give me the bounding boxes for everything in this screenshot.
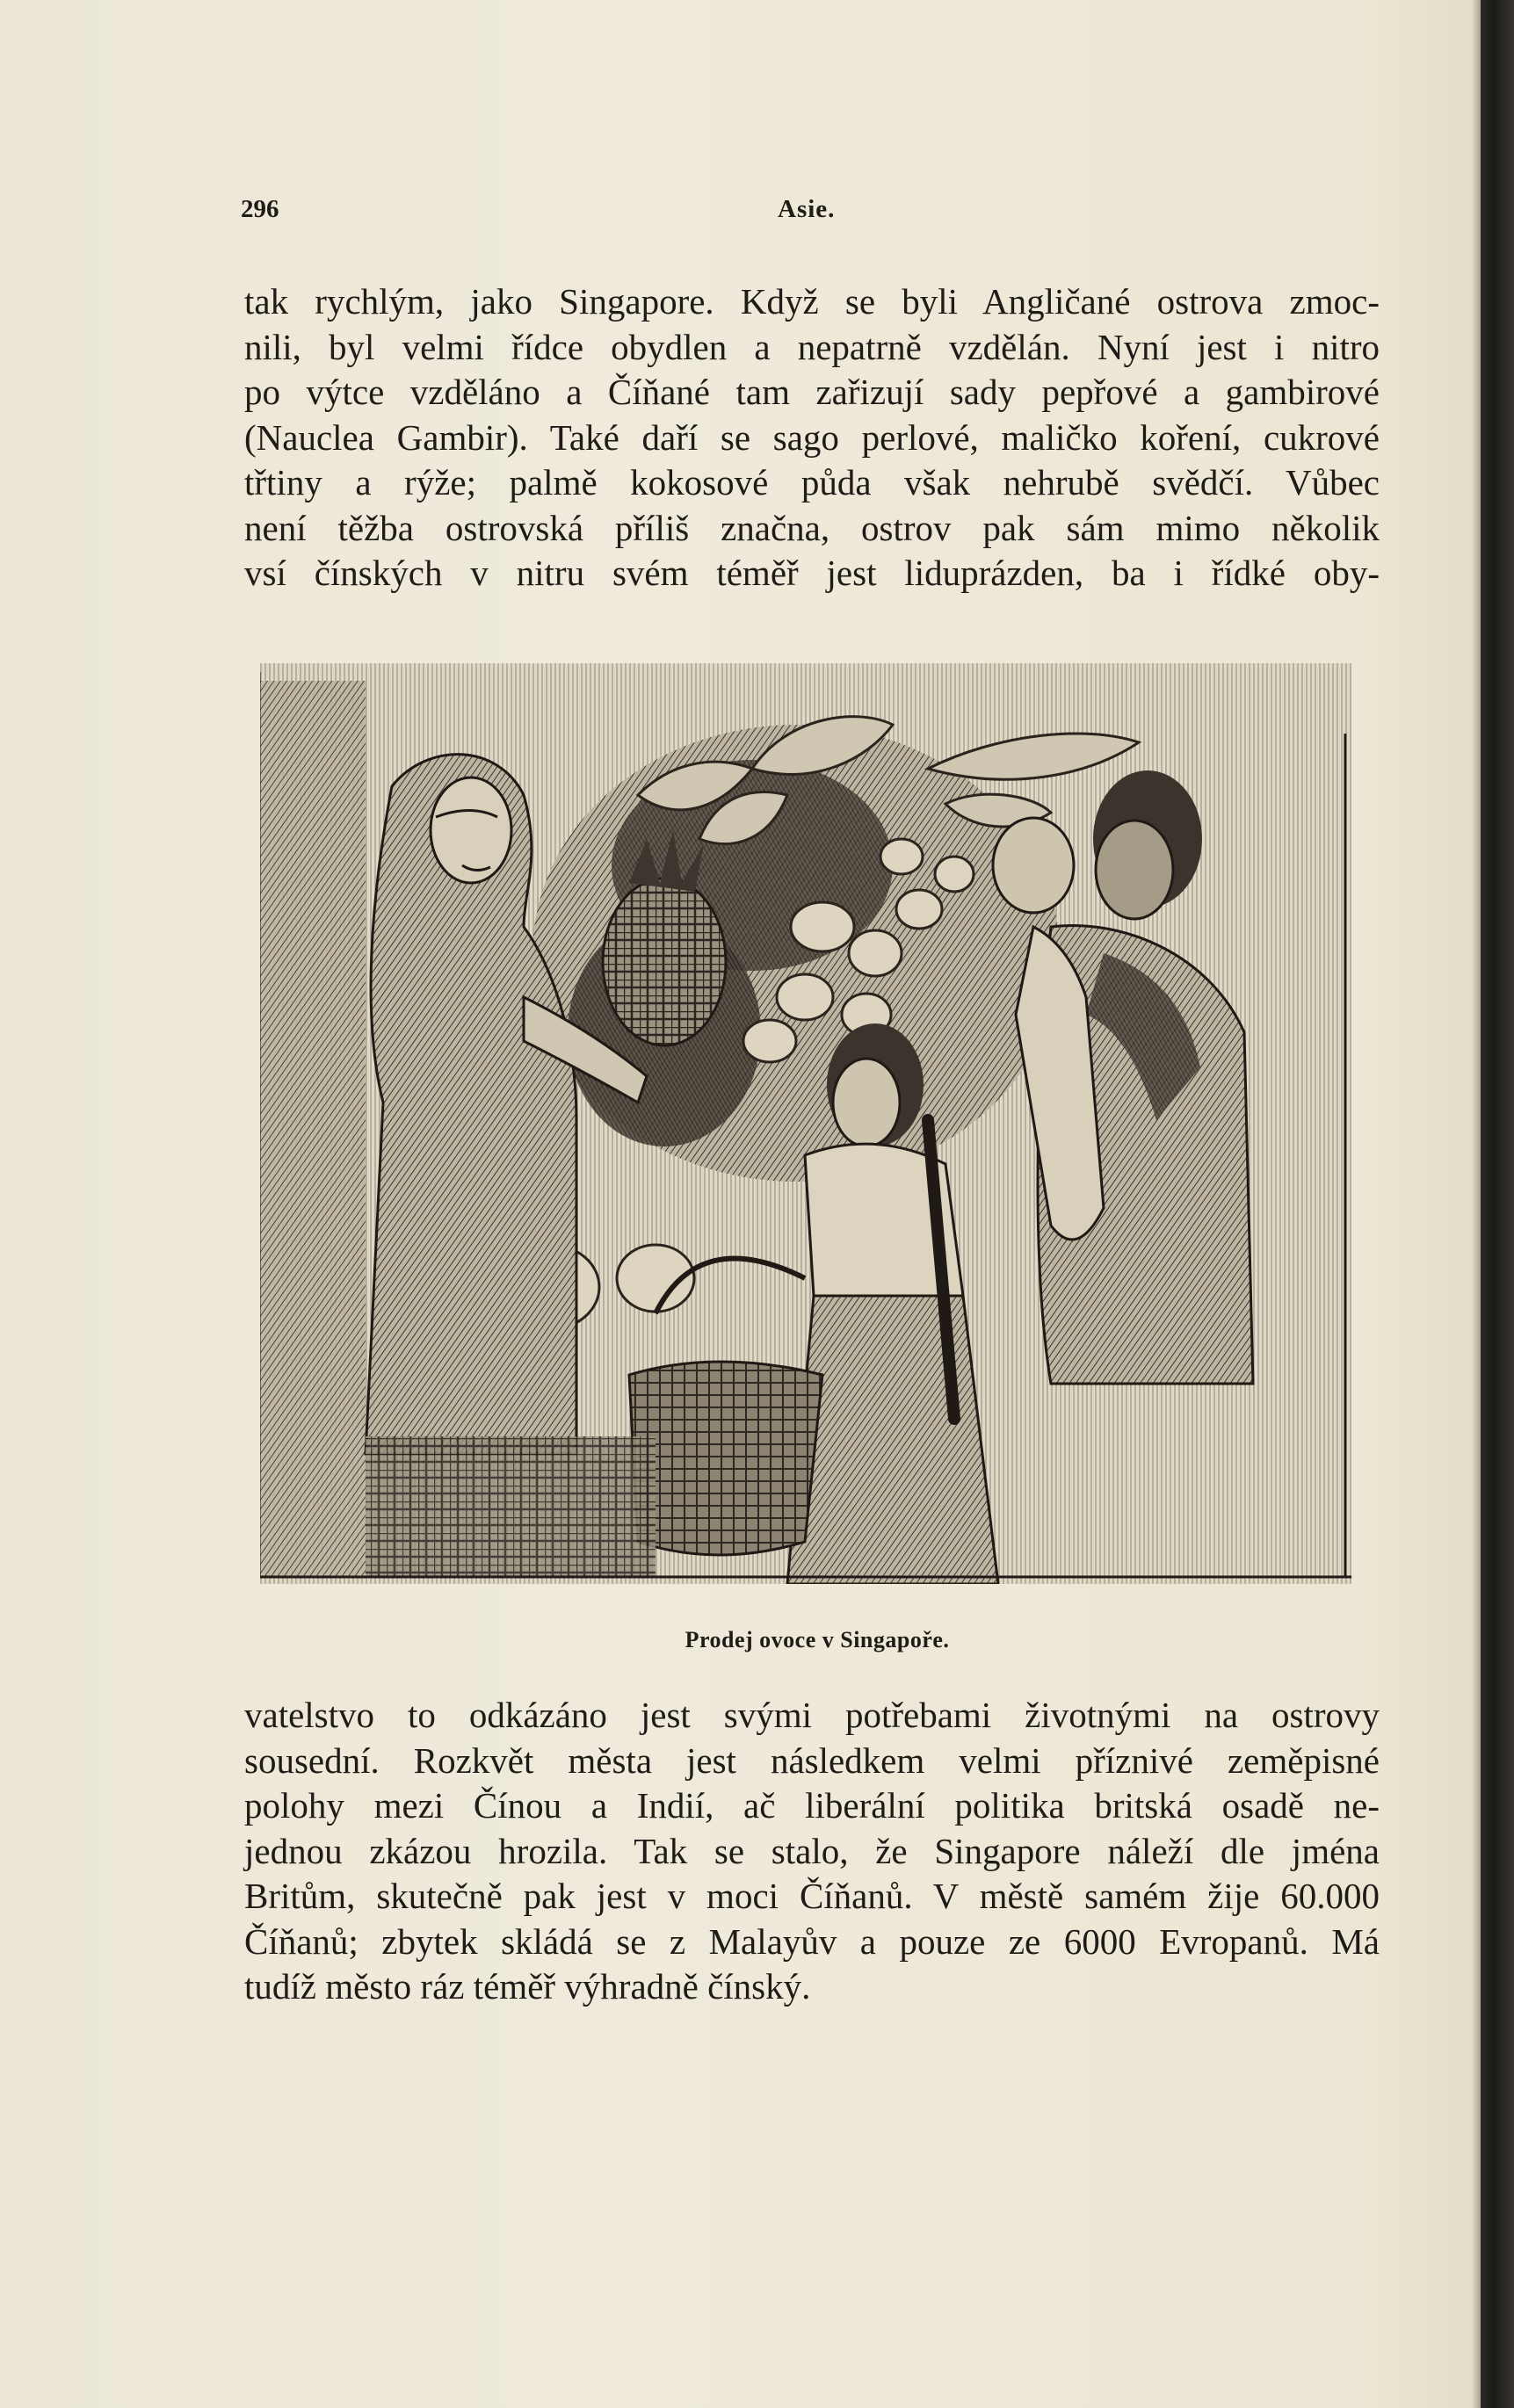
- text-line: Číňanů; zbytek skládá se z Malayův a pouze ze 6000 Evropanů. Má: [244, 1920, 1380, 1962]
- text-line: není těžba ostrovská příliš značna, ostrov pak sám mimo několik: [244, 507, 1380, 548]
- engraving-illustration: [260, 663, 1351, 1584]
- running-head: Asie.: [778, 195, 836, 223]
- text-line: vsí čínských v nitru svém téměř jest liduprázden, ba i řídké oby-: [244, 553, 1380, 593]
- text-line: (Nauclea Gambir). Také daří se sago perlové, maličko koření, cukrové: [244, 416, 1380, 458]
- engraving-image: [260, 663, 1351, 1584]
- paragraph-bottom: [244, 1693, 1380, 2010]
- text-line: tudíž město ráz téměř výhradně čínský.: [244, 1966, 811, 2007]
- text-line: tak rychlým, jako Singapore. Když se byli Angličané ostrova zmoc-: [244, 281, 1380, 322]
- text-line: nili, byl velmi řídce obydlen a nepatrně vzdělán. Nyní jest i nitro: [244, 326, 1380, 367]
- text-line: vatelstvo to odkázáno jest svými potřebami životnými na ostrovy: [244, 1695, 1380, 1735]
- text-line: třtiny a rýže; palmě kokosové půda však nehrubě svědčí. Vůbec: [244, 462, 1380, 503]
- page-number: 296: [241, 195, 279, 223]
- text-line: po výtce vzděláno a Číňané tam zařizují sady pepřové a gambirové: [244, 372, 1380, 412]
- page-gutter-shadow: [1472, 0, 1481, 2408]
- illustration-caption: Prodej ovoce v Singapoře.: [685, 1627, 950, 1652]
- page-header: [241, 195, 1374, 230]
- text-line: polohy mezi Čínou a Indií, ač liberální politika britská osadě ne-: [244, 1785, 1380, 1826]
- paragraph-top: [244, 279, 1380, 597]
- book-binding: [1481, 0, 1514, 2408]
- text-line: Britům, skutečně pak jest v moci Číňanů. V městě samém žije 60.000: [244, 1876, 1380, 1916]
- text-line: jednou zkázou hrozila. Tak se stalo, že Singapore náleží dle jména: [244, 1830, 1380, 1871]
- text-line: sousední. Rozkvět města jest následkem velmi příznivé zeměpisné: [244, 1739, 1380, 1781]
